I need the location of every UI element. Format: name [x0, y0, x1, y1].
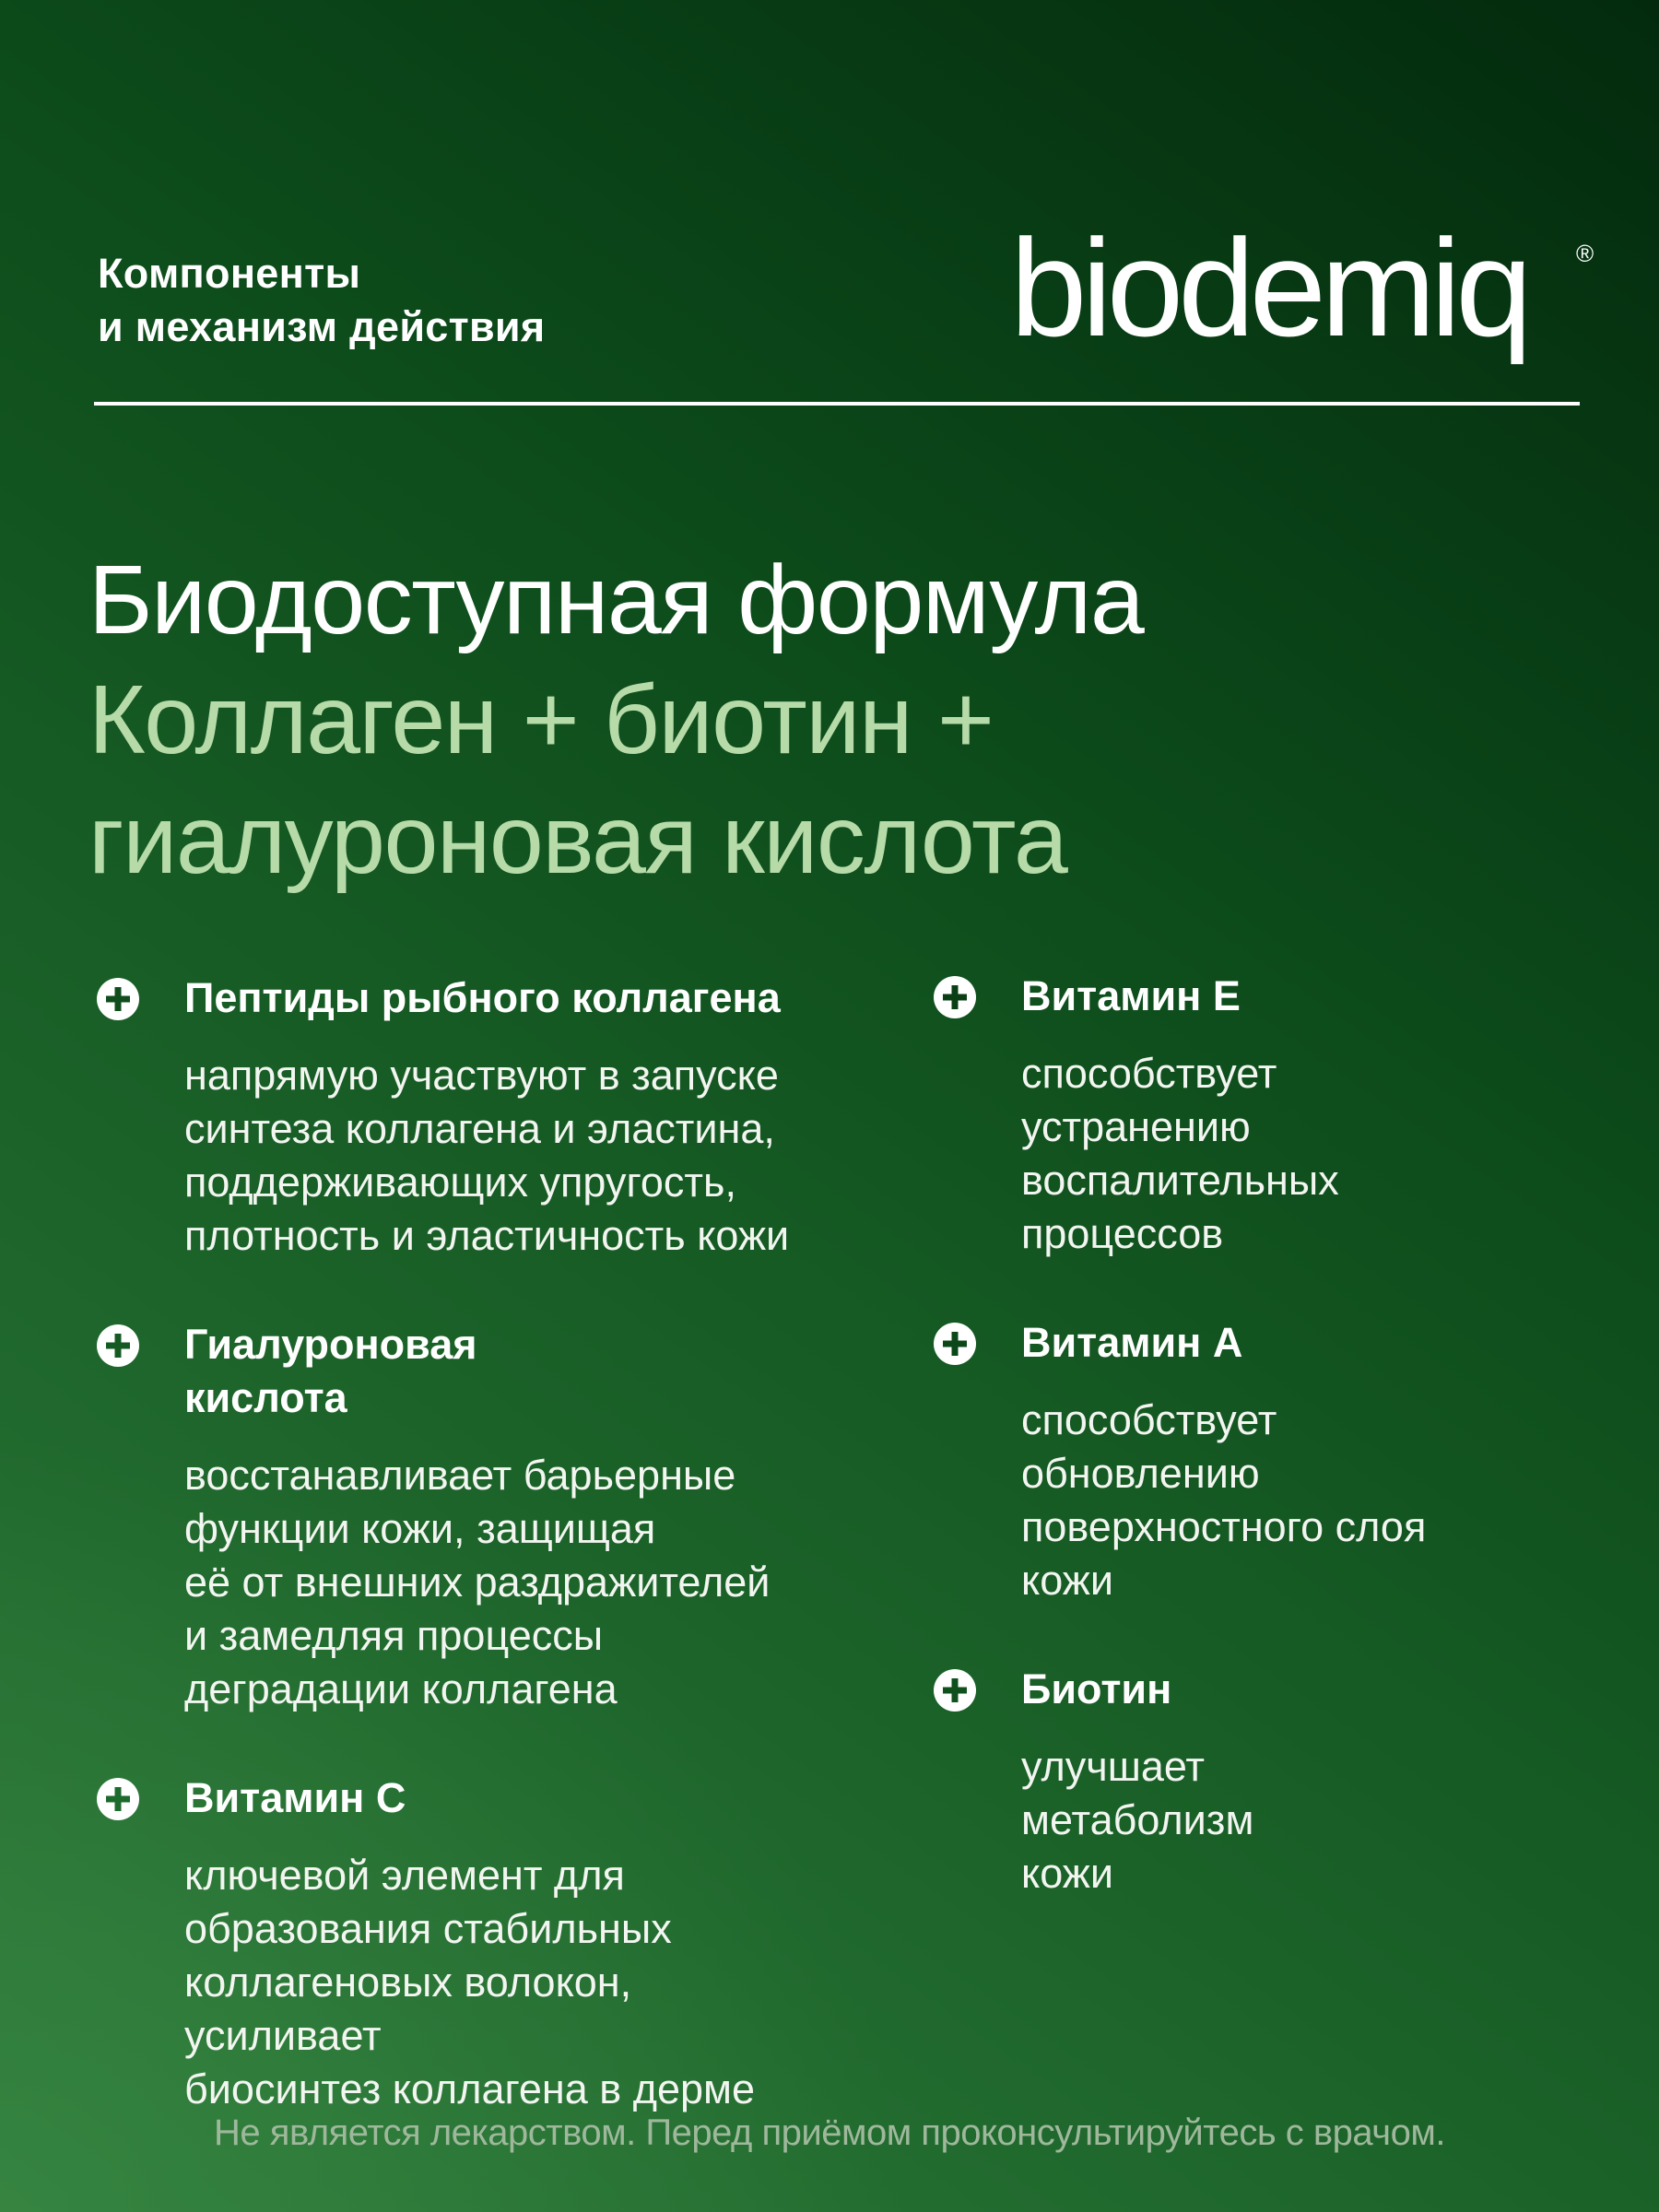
plus-circle-icon — [96, 1324, 140, 1368]
disclaimer: Не является лекарством. Перед приёмом проконсультируйтесь с врачом. — [214, 2112, 1445, 2153]
component-description: улучшает метаболизм кожи — [1021, 1743, 1254, 1897]
component-item — [933, 970, 1578, 1265]
component-name: Витамин С — [184, 1774, 406, 1821]
plus-circle-icon — [933, 1322, 977, 1366]
component-description: напрямую участвуют в запуске синтеза коллагена и эластина, поддерживающих упругость, плотность и эластичность кожи — [184, 1052, 790, 1259]
brand-logo — [1003, 214, 1602, 389]
section-subtitle — [98, 247, 545, 354]
subtitle-line: и механизм действия — [98, 303, 546, 350]
component-description: ключевой элемент для образования стабильных коллагеновых волокон, усиливает биосинтез коллагена в дерме — [184, 1852, 755, 2112]
brand-logo-text: biodemiq — [1010, 214, 1527, 365]
plus-circle-icon — [933, 1668, 977, 1712]
component-name: Пептиды рыбного коллагена — [184, 974, 781, 1021]
plus-circle-icon — [96, 1777, 140, 1821]
headline — [88, 540, 1143, 900]
component-description: способствует устранению воспалительных процессов — [1021, 1050, 1339, 1257]
headline-formula-line: Коллаген + биотин + — [88, 665, 994, 774]
component-name: Биотин — [1021, 1665, 1172, 1712]
component-item — [933, 1316, 1578, 1611]
component-item — [96, 1318, 796, 1714]
header-divider — [94, 402, 1580, 406]
component-description: восстанавливает барьерные функции кожи, защищая её от внешних раздражителей и замедляя процессы деградации коллагена — [184, 1452, 771, 1712]
component-item — [96, 971, 796, 1266]
headline-title: Биодоступная формула — [88, 546, 1144, 654]
plus-circle-icon — [933, 975, 977, 1019]
component-name: Гиалуроновая кислота — [184, 1321, 477, 1421]
subtitle-line: Компоненты — [98, 250, 361, 297]
component-name: Витамин А — [1021, 1319, 1243, 1366]
component-name: Витамин Е — [1021, 972, 1241, 1019]
component-description: способствует обновлению поверхностного слоя кожи — [1021, 1396, 1427, 1604]
plus-circle-icon — [96, 977, 140, 1021]
component-item — [933, 1663, 1578, 1902]
component-item — [96, 1771, 796, 2112]
headline-formula-line: гиалуроновая кислота — [88, 785, 1067, 894]
registered-mark: ® — [1576, 240, 1594, 267]
